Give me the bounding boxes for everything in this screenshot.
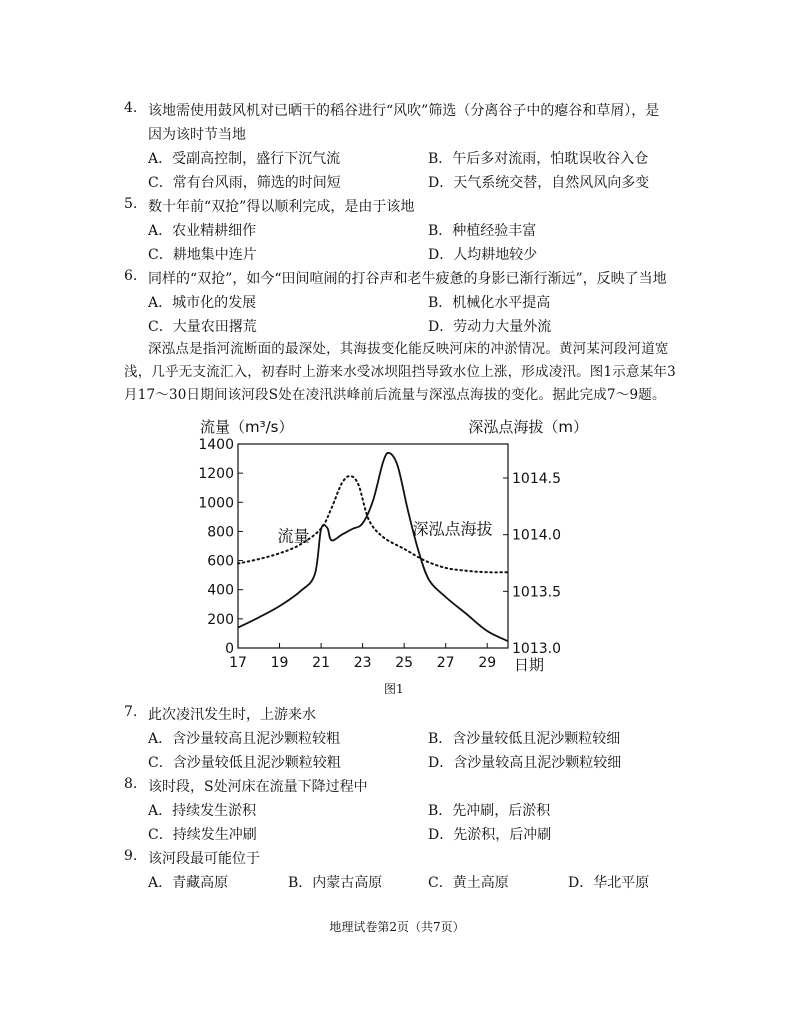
question-4-option-d[interactable]: D．天气系统交替，自然风风向多变	[428, 175, 650, 191]
left-axis-tick-label: 1400	[198, 437, 234, 453]
question-4-option-b[interactable]: B．午后多对流雨，怕耽误收谷入仓	[428, 151, 649, 167]
question-7-option-d[interactable]: D．含沙量较高且泥沙颗粒较细	[428, 755, 622, 771]
x-axis-tick-label: 21	[312, 655, 330, 671]
left-axis-tick-label: 0	[225, 641, 234, 657]
question-7-number: 7.	[124, 704, 138, 720]
x-axis-tick-label: 25	[395, 655, 414, 671]
question-6-option-b[interactable]: B．机械化水平提高	[428, 295, 551, 311]
question-6-option-c[interactable]: C．大量农田撂荒	[148, 319, 257, 335]
question-9-stem: 该河段最可能位于	[148, 851, 260, 867]
reading-passage: 深泓点是指河流断面的最深处，其海拔变化能反映河床的冲淤情况。黄河某河段河道宽浅，几乎无支流汇入，初春时上游来水受冰坝阻挡导致水位上涨，形成凌汛。图1示意某年3月17～30日期间该河段S处在凌汛洪峰前后流量与深泓点海拔的变化。据此完成7～9题。	[124, 341, 676, 403]
question-6-stem: 同样的“双抢”，如今“田间喧闹的打谷声和老牛疲惫的身影已渐行渐远”，反映了当地	[148, 271, 667, 287]
question-7-option-c[interactable]: C．含沙量较低且泥沙颗粒较粗	[148, 755, 341, 771]
left-axis-tick-label: 800	[207, 524, 234, 541]
flow-elevation-chart	[186, 414, 588, 676]
right-axis-tick-label: 1013.0	[512, 641, 561, 657]
left-axis-tick-label: 400	[207, 582, 234, 599]
x-axis-tick-label: 23	[353, 655, 372, 671]
question-6-number: 6.	[124, 268, 138, 284]
left-axis-tick-label: 1200	[198, 466, 234, 483]
x-axis-tick-label: 19	[270, 655, 289, 671]
question-5-option-a[interactable]: A．农业精耕细作	[148, 223, 257, 239]
question-9-option-d[interactable]: D．华北平原	[568, 875, 650, 891]
figure-caption: 图1	[384, 682, 404, 696]
question-5-stem: 数十年前“双抢”得以顺利完成，是由于该地	[148, 199, 415, 215]
left-axis-tick-label: 600	[207, 553, 234, 570]
x-axis-tick-label: 17	[229, 655, 247, 671]
question-5-option-b[interactable]: B．种植经验丰富	[428, 223, 537, 239]
question-4-option-c[interactable]: C．常有台风雨，筛选的时间短	[148, 175, 341, 191]
left-axis-tick-label: 200	[207, 611, 234, 628]
x-axis-tick-label: 29	[478, 655, 497, 671]
question-9-option-c[interactable]: C．黄土高原	[428, 875, 509, 891]
question-4-stem-line2: 因为该时节当地	[148, 127, 246, 143]
left-axis-tick-label: 1000	[198, 495, 234, 512]
question-6-option-d[interactable]: D．劳动力大量外流	[428, 319, 552, 335]
question-7-option-a[interactable]: A．含沙量较高且泥沙颗粒较粗	[148, 731, 341, 747]
page-footer: 地理试卷第2页（共7页）	[329, 920, 465, 934]
right-axis-tick-label: 1014.5	[512, 471, 561, 487]
question-8-option-b[interactable]: B．先冲刷，后淤积	[428, 803, 551, 819]
left-axis-label: 流量（m³/s）	[200, 418, 294, 436]
question-8-stem: 该时段，S处河床在流量下降过程中	[148, 779, 368, 795]
question-8-number: 8.	[124, 776, 138, 792]
question-9-option-a[interactable]: A．青藏高原	[148, 875, 229, 891]
elevation-series-label: 深泓点海拔	[412, 519, 493, 539]
right-axis-tick-label: 1014.0	[512, 527, 561, 544]
elevation-series-line	[238, 453, 508, 641]
flow-series-label: 流量	[277, 526, 310, 546]
question-8-option-d[interactable]: D．先淤积，后冲刷	[428, 827, 552, 843]
question-8-option-c[interactable]: C．持续发生冲刷	[148, 827, 257, 843]
question-4-stem-line1: 该地需使用鼓风机对已晒干的稻谷进行“风吹”筛选（分离谷子中的瘪谷和草屑），是	[148, 103, 660, 119]
question-9-option-b[interactable]: B．内蒙古高原	[288, 875, 383, 891]
question-5-number: 5.	[124, 196, 138, 212]
x-axis-label: 日期	[514, 656, 545, 674]
question-5-option-d[interactable]: D．人均耕地较少	[428, 247, 538, 263]
question-9-number: 9.	[124, 848, 138, 864]
question-7-stem: 此次凌汛发生时，上游来水	[148, 707, 316, 723]
question-6-option-a[interactable]: A．城市化的发展	[148, 295, 257, 311]
right-axis-label: 深泓点海拔（m）	[468, 418, 588, 436]
question-8-option-a[interactable]: A．持续发生淤积	[148, 803, 257, 819]
question-4-option-a[interactable]: A．受副高控制，盛行下沉气流	[148, 151, 341, 167]
question-5-option-c[interactable]: C．耕地集中连片	[148, 247, 257, 263]
question-4-number: 4.	[124, 100, 138, 116]
question-7-option-b[interactable]: B．含沙量较低且泥沙颗粒较细	[428, 731, 621, 747]
x-axis-tick-label: 27	[436, 655, 455, 671]
right-axis-tick-label: 1013.5	[512, 584, 561, 601]
plot-frame	[238, 444, 508, 648]
